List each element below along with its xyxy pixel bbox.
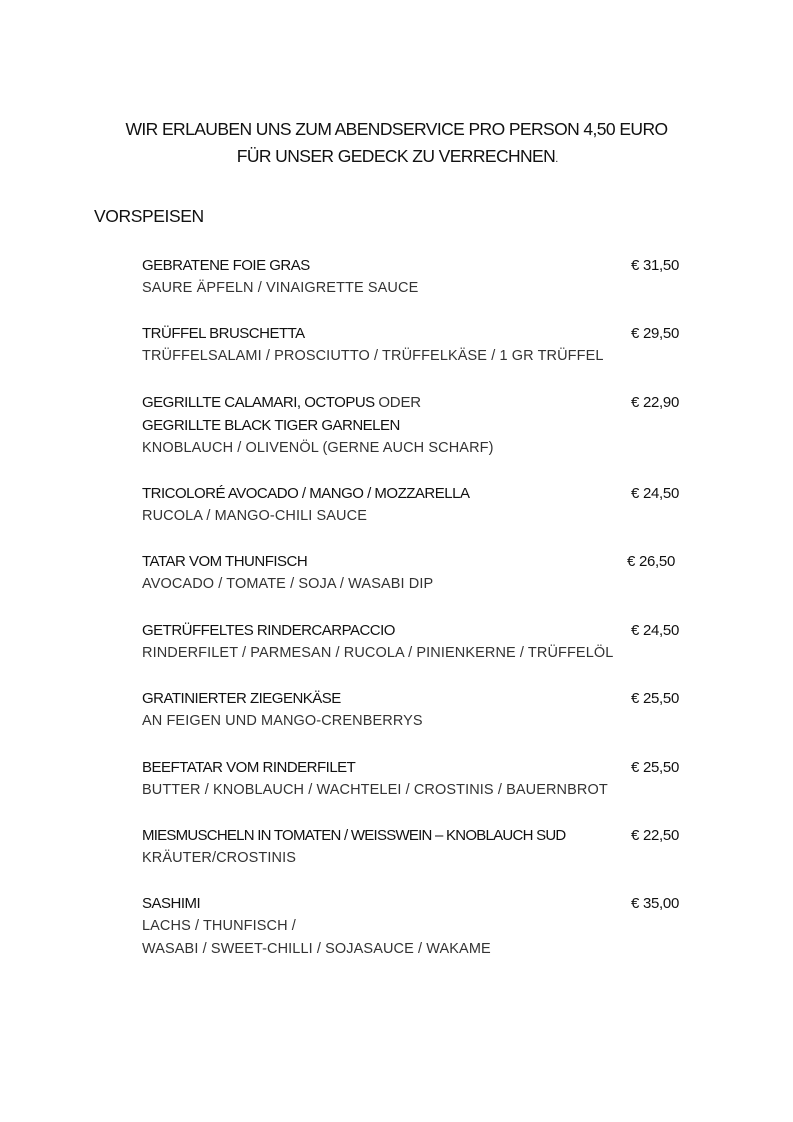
item-name: TRÜFFEL BRUSCHETTA [142,325,305,342]
menu-item [142,824,682,870]
item-name: GRATINIERTER ZIEGENKÄSE [142,690,341,707]
item-price: € 29,50 [631,325,679,342]
notice-line-2-period: . [555,153,559,165]
item-description: RINDERFILET / PARMESAN / RUCOLA / PINIENKERNE / TRÜFFELÖL [142,645,614,661]
menu-item [142,254,682,300]
item-price: € 31,50 [631,257,679,274]
item-name: TRICOLORÉ AVOCADO / MANGO / MOZZARELLA [142,485,470,502]
menu-item [142,391,682,460]
item-description: KRÄUTER/CROSTINIS [142,850,296,866]
menu-item [142,687,682,733]
item-price: € 22,50 [631,827,679,844]
item-name-main: GEGRILLTE CALAMARI, OCTOPUS [142,394,375,411]
item-description: AVOCADO / TOMATE / SOJA / WASABI DIP [142,576,434,592]
notice-line-2 [0,143,793,173]
item-name: BEEFTATAR VOM RINDERFILET [142,759,356,776]
item-price: € 24,50 [631,622,679,639]
item-description-line-2: WASABI / SWEET-CHILLI / SOJASAUCE / WAKAME [142,941,491,957]
item-name: SASHIMI [142,895,201,912]
item-name: MIESMUSCHELN IN TOMATEN / WEISSWEIN – KNOBLAUCH SUD [142,827,566,844]
item-price: € 25,50 [631,690,679,707]
item-description: RUCOLA / MANGO-CHILI SAUCE [142,508,367,524]
section-title: VORSPEISEN [94,206,204,226]
item-description: KNOBLAUCH / OLIVENÖL (GERNE AUCH SCHARF) [142,440,494,456]
item-description: TRÜFFELSALAMI / PROSCIUTTO / TRÜFFELKÄSE / 1 GR TRÜFFEL [142,348,604,364]
item-price: € 26,50 [627,553,675,570]
menu-item [142,322,682,368]
menu-item [142,619,682,665]
menu-item [142,756,682,802]
item-description: LACHS / THUNFISCH / [142,918,296,934]
notice-line-1: WIR ERLAUBEN UNS ZUM ABENDSERVICE PRO PERSON 4,50 EURO [125,119,668,139]
item-name-or: ODER [378,394,421,411]
item-name-line-2: GEGRILLTE BLACK TIGER GARNELEN [142,417,400,434]
item-name [142,394,421,411]
item-description: AN FEIGEN UND MANGO-CRENBERRYS [142,713,423,729]
item-price: € 35,00 [631,895,679,912]
item-name: GEBRATENE FOIE GRAS [142,257,310,274]
item-name: TATAR VOM THUNFISCH [142,553,308,570]
menu-item [142,482,682,528]
item-name: GETRÜFFELTES RINDERCARPACCIO [142,622,395,639]
menu-item [142,892,682,961]
item-price: € 24,50 [631,485,679,502]
item-price: € 25,50 [631,759,679,776]
gedeck-notice [0,116,793,173]
item-price: € 22,90 [631,394,679,411]
item-description: BUTTER / KNOBLAUCH / WACHTELEI / CROSTINIS / BAUERNBROT [142,782,608,798]
menu-item [142,550,682,596]
notice-line-2-text: FÜR UNSER GEDECK ZU VERRECHNEN [236,146,556,166]
item-description: SAURE ÄPFELN / VINAIGRETTE SAUCE [142,280,419,296]
